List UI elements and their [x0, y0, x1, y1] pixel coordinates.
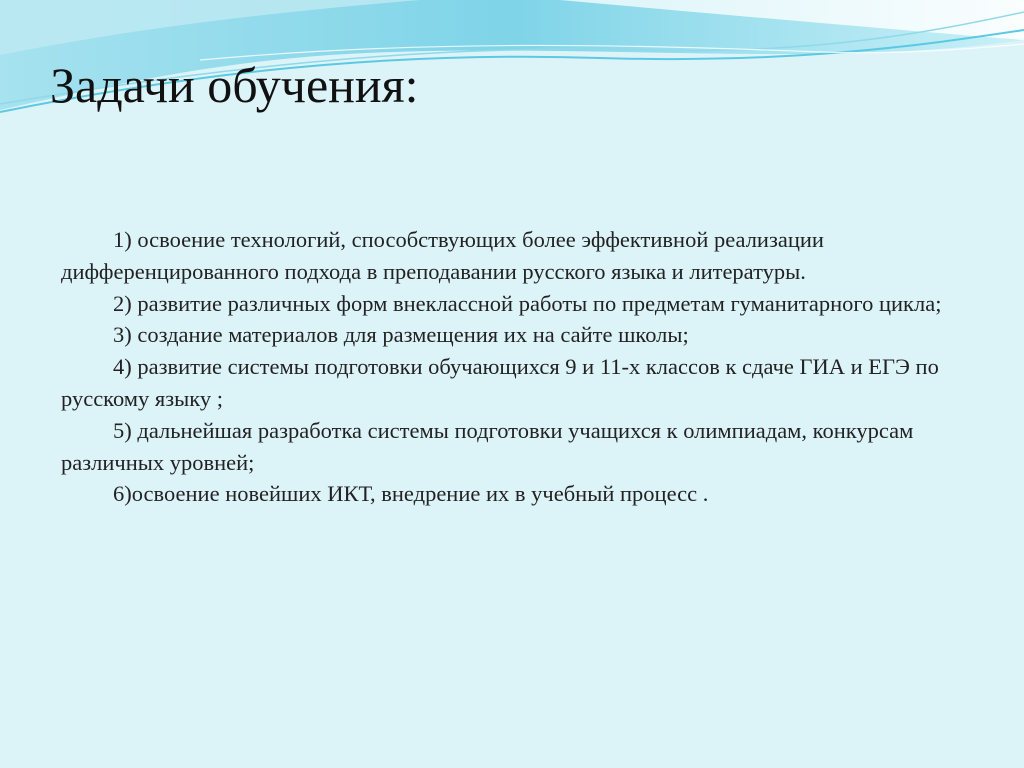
- task-item-2: 2) развитие различных форм внеклассной работы по предметам гуманитарного цикла;: [113, 290, 942, 316]
- task-item-5: 5) дальнейшая разработка системы подготовки учащихся к олимпиадам, конкурсам различных уровней;: [61, 417, 914, 475]
- task-list: [61, 224, 961, 510]
- task-item-3: 3) создание материалов для размещения их на сайте школы;: [113, 322, 689, 348]
- slide-title: Задачи обучения:: [50, 57, 419, 113]
- task-item-6: 6)освоение новейших ИКТ, внедрение их в учебный процесс .: [113, 481, 709, 507]
- task-item-4: 4) развитие системы подготовки обучающихся 9 и 11-х классов к сдаче ГИА и ЕГЭ по русскому языку ;: [61, 354, 939, 411]
- task-item-1: 1) освоение технологий, способствующих более эффективной реализации дифференцированного подхода в преподавании русского языка и литературы.: [61, 227, 824, 284]
